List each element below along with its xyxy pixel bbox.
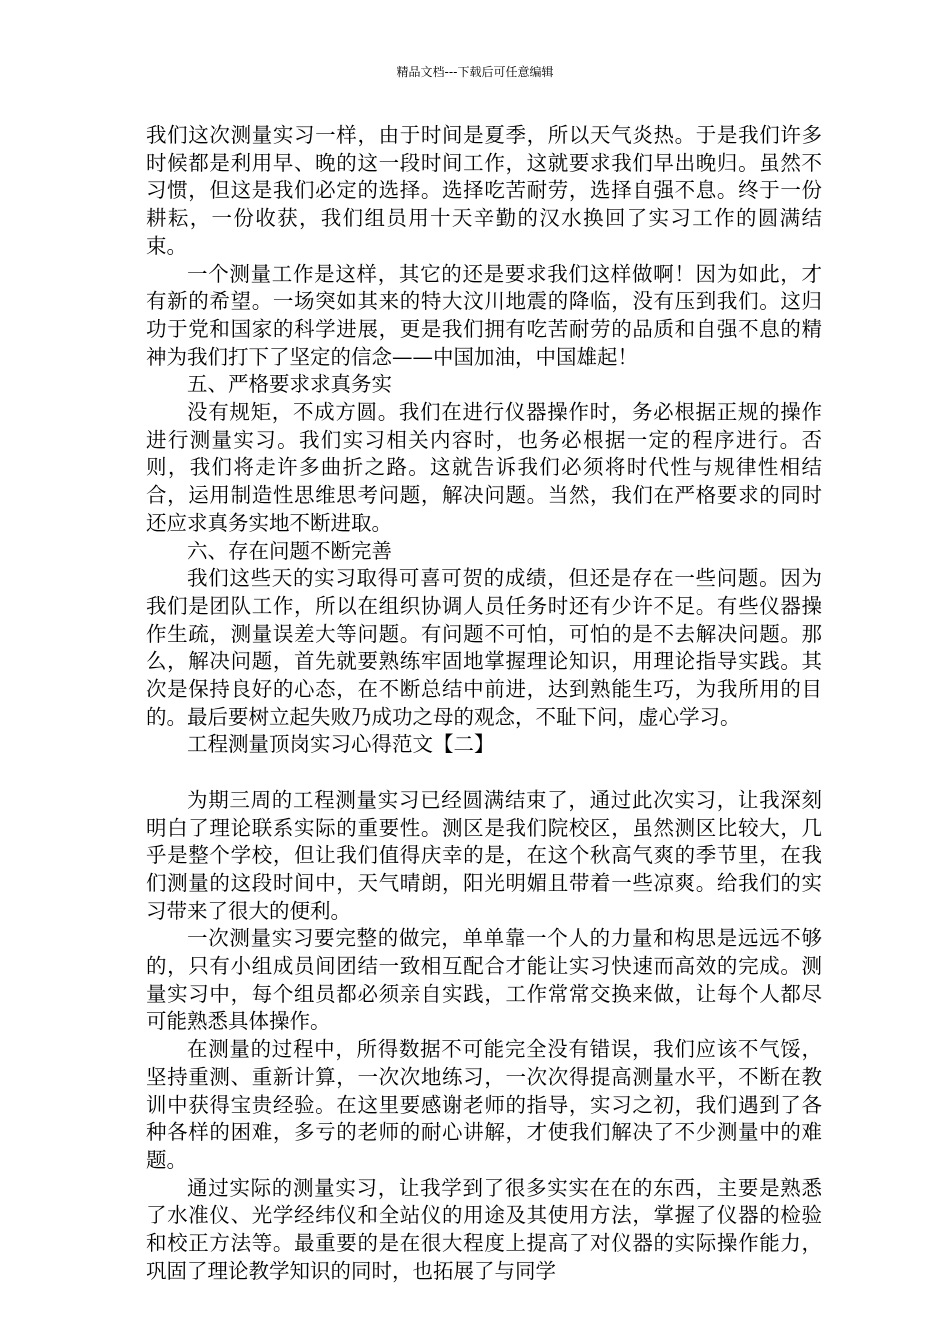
- paragraph: 一个测量工作是这样，其它的还是要求我们这样做啊！因为如此，才有新的希望。一场突如其来的特大汶川地震的降临，没有压到我们。这归功于党和国家的科学进展，更是我们拥有吃苦耐劳的品质和自强不息的精神为我们打下了坚定的信念——中国加油，中国雄起！: [146, 261, 822, 369]
- paragraph: 没有规矩，不成方圆。我们在进行仪器操作时，务必根据正规的操作进行测量实习。我们实习相关内容时，也务必根据一定的程序进行。否则，我们将走许多曲折之路。这就告诉我们必须将时代性与规律性相结合，运用制造性思维思考问题，解决问题。当然，我们在严格要求的同时还应求真务实地不断进取。: [146, 400, 822, 535]
- paragraph: 我们这次测量实习一样，由于时间是夏季，所以天气炎热。于是我们许多时候都是利用早、晚的这一段时间工作，这就要求我们早出晚归。虽然不习惯，但这是我们必定的选择。选择吃苦耐劳，选择自强不息。终于一份耕耘，一份收获，我们组员用十天辛勤的汉水换回了实习工作的圆满结束。: [146, 123, 822, 258]
- paragraph: 一次测量实习要完整的做完，单单靠一个人的力量和构思是远远不够的，只有小组成员间团结一致相互配合才能让实习快速而高效的完成。测量实习中，每个组员都必须亲自实践，工作常常交换来做，让每个人都尽可能熟悉具体操作。: [146, 926, 822, 1034]
- paragraph: 在测量的过程中，所得数据不可能完全没有错误，我们应该不气馁，坚持重测、重新计算，一次次地练习，一次次得提高测量水平，不断在教训中获得宝贵经验。在这里要感谢老师的指导，实习之初，我们遇到了各种各样的困难，多亏的老师的耐心讲解，才使我们解决了不少测量中的难题。: [146, 1037, 822, 1172]
- document-body: [146, 122, 822, 1286]
- article-title: 工程测量顶岗实习心得范文【二】: [187, 732, 495, 757]
- section-heading: 六、存在问题不断完善: [187, 538, 392, 563]
- page-header: 精品文档---下载后可任意编辑: [396, 65, 554, 79]
- paragraph: 我们这些天的实习取得可喜可贺的成绩，但还是存在一些问题。因为我们是团队工作，所以在组织协调人员任务时还有少许不足。有些仪器操作生疏，测量误差大等问题。有问题不可怕，可怕的是不去解决问题。那么，解决问题，首先就要熟练牢固地掌握理论知识，用理论指导实践。其次是保持良好的心态，在不断总结中前进，达到熟能生巧，为我所用的目的。最后要树立起失败乃成功之母的观念，不耻下问，虚心学习。: [146, 566, 822, 729]
- paragraph: 为期三周的工程测量实习已经圆满结束了，通过此次实习，让我深刻明白了理论联系实际的重要性。测区是我们院校区，虽然测区比较大，几乎是整个学校，但让我们值得庆幸的是，在这个秋高气爽的季节里，在我们测量的这段时间中，天气晴朗，阳光明媚且带着一些凉爽。给我们的实习带来了很大的便利。: [146, 787, 822, 923]
- paragraph: 通过实际的测量实习，让我学到了很多实实在在的东西，主要是熟悉了水准仪、光学经纬仪和全站仪的用途及其使用方法，掌握了仪器的检验和校正方法等。最重要的是在很大程度上提高了对仪器的实际操作能力，巩固了理论教学知识的同时，也拓展了与同学: [146, 1175, 822, 1283]
- section-heading: 五、严格要求求真务实: [187, 372, 392, 397]
- blank-line: [146, 759, 822, 787]
